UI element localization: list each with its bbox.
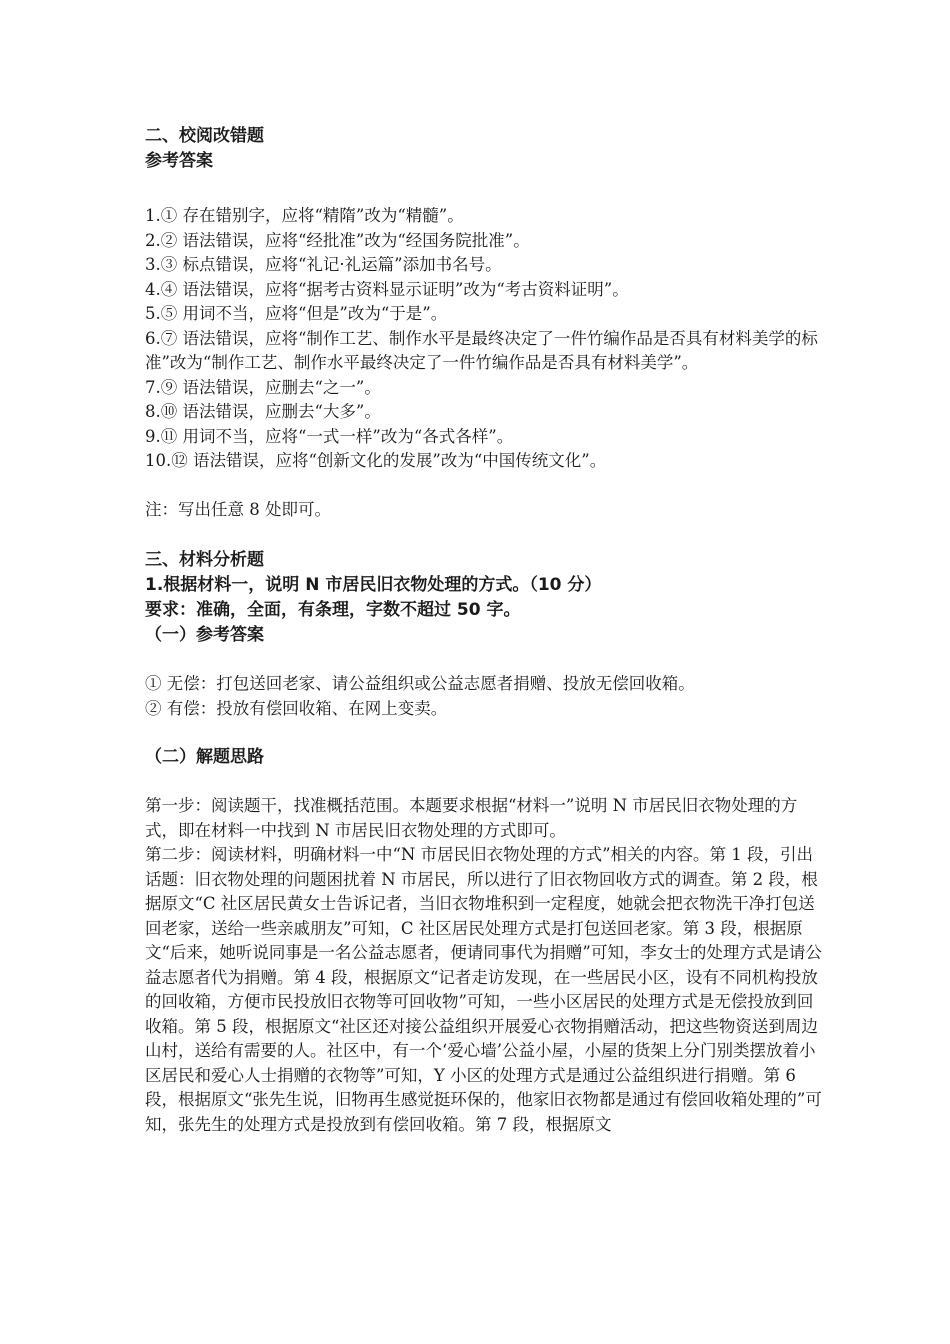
section2-answer-label: 参考答案 [145, 151, 213, 171]
reference-answer: ① 无偿：打包送回老家、请公益组织或公益志愿者捐赠、投放无偿回收箱。 [145, 674, 695, 693]
section2-heading: 二、校阅改错题 [145, 126, 264, 146]
section2-note: 注：写出任意 8 处即可。 [145, 499, 331, 519]
answer-item: 6.⑦ 语法错误，应将“制作工艺、制作水平是最终决定了一件竹编作品是否具有材料美学的标准”改为“制作工艺、制作水平最终决定了一件竹编作品是否具有材料美学”。 [145, 328, 818, 372]
reference-answer: ② 有偿：投放有偿回收箱、在网上变卖。 [145, 698, 448, 718]
document-page [145, 124, 825, 1137]
answer-item: 3.③ 标点错误，应将“礼记·礼运篇”添加书名号。 [145, 255, 502, 274]
section3-sub2-label: （二）解题思路 [145, 747, 264, 767]
answer-item: 7.⑨ 语法错误，应删去“之一”。 [145, 377, 381, 397]
step1-paragraph: 第一步：阅读题干，找准概括范围。本题要求根据“材料一”说明 N 市居民旧衣物处理的方式，即在材料一中找到 N 市居民旧衣物处理的方式即可。 [145, 796, 798, 840]
answer-item: 9.⑪ 用词不当，应将“一式一样”改为“各式各样”。 [145, 426, 514, 446]
answer-item: 1.① 存在错别字，应将“精隋”改为“精髓”。 [145, 206, 464, 225]
answer-item: 2.② 语法错误，应将“经批准”改为“经国务院批准”。 [145, 230, 530, 250]
section3-sub1-label: （一）参考答案 [145, 625, 264, 645]
answer-item: 8.⑩ 语法错误，应删去“大多”。 [145, 402, 381, 421]
step2-paragraph: 第二步：阅读材料，明确材料一中“N 市居民旧衣物处理的方式”相关的内容。第 1 段，引出话题：旧衣物处理的问题困扰着 N 市居民，所以进行了旧衣物回收方式的调查。第 2 段，根据原文“C 社区居民黄女士告诉记者，当旧衣物堆积到一定程度，她就会把衣物洗干净打包送回老家，送给一些亲戚朋友”可知，C 社区居民处理方式是打包送回老家。第 3 段，根据原文“后来，她听说同事是一名公益志愿者，便请同事代为捐赠”可知，李女士的处理方式是请公益志愿者代为捐赠。第 4 段，根据原文“记者走访发现，在一些居民小区，设有不同机构投放的回收箱，方便市民投放旧衣物等可回收物”可知，一些小区居民的处理方式是无偿投放到回收箱。第 5 段，根据原文“社区还对接公益组织开展爱心衣物捐赠活动，把这些物资送到周边山村，送给有需要的人。社区中，有一个‘爱心墙’公益小屋，小屋的货架上分门别类摆放着小区居民和爱心人士捐赠的衣物等”可知，Y 小区的处理方式是通过公益组织进行捐赠。第 6 段，根据原文“张先生说，旧物再生感觉挺环保的，他家旧衣物都是通过有偿回收箱处理的”可知，张先生的处理方式是投放到有偿回收箱。第 7 段，根据原文 [145, 845, 822, 1134]
answer-item: 5.⑤ 用词不当，应将“但是”改为“于是”。 [145, 304, 448, 323]
answer-item: 4.④ 语法错误，应将“据考古资料显示证明”改为“考古资料证明”。 [145, 279, 629, 299]
section3-requirement: 要求：准确，全面，有条理，字数不超过 50 字。 [145, 600, 521, 620]
section3-question: 1.根据材料一，说明 N 市居民旧衣物处理的方式。（10 分） [145, 575, 602, 595]
section3-heading: 三、材料分析题 [145, 550, 264, 570]
answer-item: 10.⑫ 语法错误，应将“创新文化的发展”改为“中国传统文化”。 [145, 451, 607, 470]
